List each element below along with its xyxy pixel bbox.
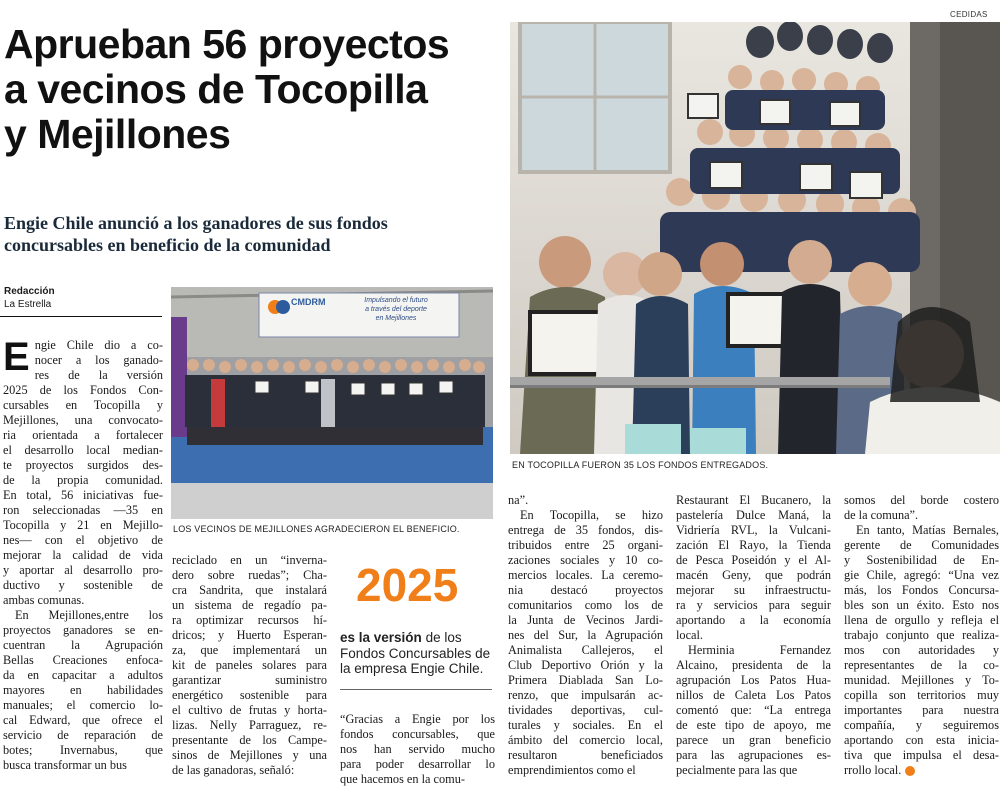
body-text-line: para las agrupaciones es-	[676, 748, 831, 762]
small-photo	[171, 287, 493, 519]
body-text-line: un sistema de regadío pa-	[172, 598, 327, 612]
body-text-line: más, los Fondos Concursa-	[844, 583, 999, 597]
subhead-line: Engie Chile anunció a los ganadores de sus fondos	[4, 213, 388, 233]
body-text-line: llena de orgullo y refleja el	[844, 613, 999, 627]
body-text-line: mos con autoridades y	[844, 643, 999, 657]
body-text-line: Club Deportivo Orión y la	[508, 658, 663, 672]
subhead-line: concursables en beneficio de la comunidad	[4, 235, 331, 255]
body-text-line: kit de paneles solares para	[172, 658, 327, 672]
body-text-line: nillos de Caleta Los Patos	[676, 688, 831, 702]
body-text-line: busca transformar un bus	[3, 758, 127, 772]
banner-slogan-line: Impulsando el futuro	[364, 297, 428, 304]
body-text-line: y aportar al desarrollo pro-	[3, 563, 163, 577]
byline-divider	[0, 316, 162, 317]
body-text-line: ámbito del comercio local,	[508, 733, 663, 747]
body-text-line: Mejillones, una convocato-	[3, 413, 163, 427]
body-text-line: res de la versión	[34, 368, 163, 382]
body-text-line: Bellas Creaciones enfoca-	[3, 653, 163, 667]
body-text-line: Animalista Callejeros, el	[508, 643, 663, 657]
main-photo-caption: EN TOCOPILLA FUERON 35 LOS FONDOS ENTREGADOS.	[512, 460, 769, 470]
body-text-line: ron seleccionadas —35 en	[3, 503, 163, 517]
banner-slogan-line: a través del deporte	[365, 306, 427, 313]
body-text-line: En total, 56 iniciativas fue-	[3, 488, 163, 502]
body-text-line: tividades deportivas, cul-	[508, 703, 663, 717]
small-photo-caption: LOS VECINOS DE MEJILLONES AGRADECIERON EL BENEFICIO.	[173, 524, 460, 534]
body-text-line: ductivo y sostenible de	[3, 578, 163, 592]
body-text-line: za, que implementará un	[172, 643, 327, 657]
body-text-line: En tanto, Matías Bernales,	[856, 523, 999, 537]
body-text-line: te proyectos surgidos des-	[3, 458, 163, 472]
body-text-line: comunitarios como los de	[508, 598, 663, 612]
highlight-year: 2025	[356, 559, 459, 611]
body-column-2	[172, 553, 327, 778]
body-text-line: aportando a la economía	[676, 613, 831, 627]
body-column-1	[3, 335, 163, 773]
body-text-line: servicio de reparación de	[3, 728, 163, 742]
body-text-line: “Gracias a Engie por los	[340, 712, 495, 726]
banner-logo-text: CMDRM	[291, 297, 326, 307]
body-text-line: tribuidos entre 25 organi-	[508, 538, 663, 552]
body-text-line: na”.	[508, 493, 529, 507]
body-text-line: nes— con el objetivo de	[3, 533, 163, 547]
body-text-line: mayores en habilidades	[3, 683, 163, 697]
headline	[4, 22, 504, 157]
body-text-line: fondos concursables, que	[340, 727, 495, 741]
body-text-line: cursables en Tocopilla y	[3, 398, 163, 412]
body-text-line: compañía, y seguiremos	[844, 718, 999, 732]
body-text-line: Restaurant El Bucanero, la	[676, 493, 831, 507]
body-text-line: el desarrollo local median-	[3, 443, 163, 457]
body-text-line: presentante de los Campe-	[172, 733, 327, 747]
body-text-line: aportando con esta inicia-	[844, 733, 999, 747]
main-photo	[510, 22, 1000, 454]
body-text-line: el cultivo de frutas y horta-	[172, 703, 327, 717]
body-column-4	[508, 493, 663, 778]
highlight-divider	[340, 689, 492, 690]
body-text-line: dero sobre ruedas”; Cha-	[172, 568, 327, 582]
body-text-line: botes; Invernabus, que	[3, 743, 163, 757]
body-text-line: Primera Diablada San Lo-	[508, 673, 663, 687]
body-text-line: proyectos ganadores se en-	[3, 623, 163, 637]
body-text-line: pastelería Dulce Maná, la	[676, 508, 831, 522]
body-text-line: cra Sandrita, que instalará	[172, 583, 327, 597]
body-text-line: Tocopilla y 21 en Mejillo-	[3, 518, 163, 532]
body-text-line: Vidriería RVL, la Vulcani-	[676, 523, 831, 537]
body-text-line: munidad. Mejillones y To-	[844, 673, 999, 687]
body-text-line: tiva que impulsa el desa-	[844, 748, 999, 762]
banner-slogan	[336, 296, 456, 323]
body-text-line: entrega de 35 fondos, dis-	[508, 523, 663, 537]
body-text-line: de la propia comunidad.	[3, 473, 163, 487]
body-text-line: ra y servicios para seguir	[676, 598, 831, 612]
body-text-line: somos del borde costero	[844, 493, 999, 507]
body-text-line: cal Edward, que ofrece el	[3, 713, 163, 727]
body-text-line: gerente de Comunidades	[844, 538, 999, 552]
byline	[4, 285, 55, 311]
body-text-line: parece un gran beneficio	[676, 733, 831, 747]
body-text-line: nos han servido mucho	[340, 742, 495, 756]
body-text-line: representantes de la co-	[844, 658, 999, 672]
body-text-line: emprendimientos como el	[508, 763, 636, 777]
body-text-line: comentó que: “La entrega	[676, 703, 831, 717]
body-text-line: gie Chile, agregó: “Una vez	[844, 568, 999, 582]
highlight-rest: de los Fondos Concursables de la empresa Engie Chile.	[340, 630, 491, 676]
body-text-line: importantes para nuestra	[844, 703, 999, 717]
body-text-line: macén Geny, que podrán	[676, 568, 831, 582]
end-of-article-icon	[905, 766, 915, 776]
highlight-text	[340, 630, 495, 677]
subhead	[4, 212, 504, 256]
body-text-line: renzo, que impulsarán ac-	[508, 688, 663, 702]
drop-cap: E	[3, 335, 30, 379]
body-text-line: bles son un éxito. Esto nos	[844, 598, 999, 612]
headline-line: Aprueban 56 proyectos	[4, 21, 450, 67]
body-text-line: ngie Chile dio a co-	[34, 338, 163, 352]
body-text-line: para poder desarrollar lo	[340, 757, 495, 771]
body-text-line: Alcaino, presidenta de la	[676, 658, 831, 672]
body-text-line: En Tocopilla, se hizo	[520, 508, 663, 522]
body-text-line: rrollo local.	[844, 763, 999, 778]
body-text-line: mejorar la calidad de vida	[3, 548, 163, 562]
body-text-line: nes del Sur, la Agrupación	[508, 628, 663, 642]
body-text-line: lizas. Nelly Parraguez, re-	[172, 718, 327, 732]
body-text-line: mercios locales. La ceremo-	[508, 568, 663, 582]
headline-line: y Mejillones	[4, 111, 231, 157]
byline-author: Redacción	[4, 286, 55, 297]
body-text-line: zaciones sociales y 10 co-	[508, 553, 663, 567]
body-text-line: energético sostenible para	[172, 688, 327, 702]
body-text-line: pecialmente para las que	[676, 763, 798, 777]
body-text-line: garantizar suministro	[172, 673, 327, 687]
body-text-line: la Junta de Vecinos Jardi-	[508, 613, 663, 627]
body-text-line: ambas comunas.	[3, 593, 85, 607]
highlight-bold: es la versión	[340, 630, 422, 645]
body-text-line: de Pesca Poseidón y el Al-	[676, 553, 831, 567]
body-column-6	[844, 493, 999, 778]
body-text-line: copilla son territorios muy	[844, 688, 999, 702]
body-column-3	[340, 712, 495, 787]
body-text-line: reciclado en un “inverna-	[172, 553, 327, 567]
body-text-line: ria orientada a fortalecer	[3, 428, 163, 442]
body-text-line: ra optimizar recursos hí-	[172, 613, 327, 627]
body-text-line: 2025 de los Fondos Con-	[3, 383, 163, 397]
body-text-line: trabajo conjunto que realiza-	[844, 628, 999, 642]
body-text-line: da en capacitar a adultos	[3, 668, 163, 682]
body-text-line: En Mejillones,entre los	[15, 608, 163, 622]
body-text-line: nia destacó proyectos	[508, 583, 663, 597]
byline-outlet: La Estrella	[4, 299, 52, 310]
body-text-line: turales y sociales. En el	[508, 718, 663, 732]
body-text-line: que hacemos en la comu-	[340, 772, 465, 786]
body-text-line: agrupación Los Patos Hua-	[676, 673, 831, 687]
body-text-line: Herminia Fernandez	[688, 643, 831, 657]
body-text-line: dricos; y Huerto Esperan-	[172, 628, 327, 642]
photo-credit: CEDIDAS	[950, 10, 988, 19]
body-text-line: mejorar su infraestructu-	[676, 583, 831, 597]
body-text-line: cuentran la Agrupación	[3, 638, 163, 652]
body-text-line: manuales; el comercio lo-	[3, 698, 163, 712]
body-text-line: local.	[676, 628, 703, 642]
headline-line: a vecinos de Tocopilla	[4, 66, 428, 112]
body-text-line: de la comuna”.	[844, 508, 919, 522]
body-text-line: resultaron beneficiados	[508, 748, 663, 762]
banner-slogan-line: en Mejillones	[375, 315, 417, 322]
body-text-line: y Sostenibilidad de En-	[844, 553, 999, 567]
body-text-line: nocer a los ganado-	[34, 353, 163, 367]
body-text-line: de este tipo de apoyo, me	[676, 718, 831, 732]
body-text-line: de las ganadoras, señaló:	[172, 763, 295, 777]
body-text-line: zación El Rayo, la Tienda	[676, 538, 831, 552]
body-column-5	[676, 493, 831, 778]
body-text-line: sinos de Mejillones y una	[172, 748, 327, 762]
